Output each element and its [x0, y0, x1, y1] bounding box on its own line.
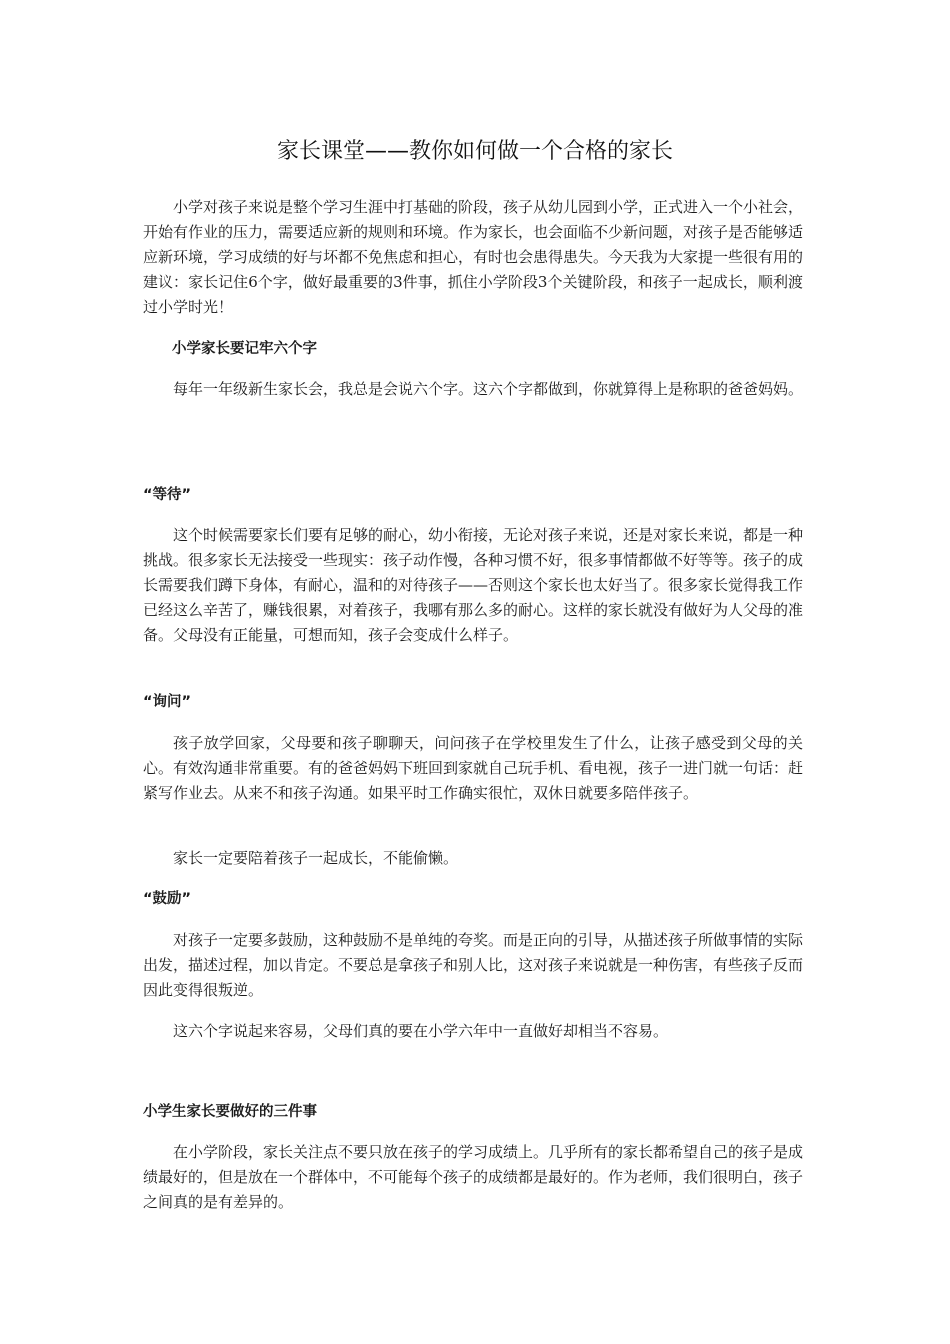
- three-things-paragraph: 在小学阶段，家长关注点不要只放在孩子的学习成绩上。几乎所有的家长都希望自己的孩子是成绩最好的，但是放在一个群体中，不可能每个孩子的成绩都是最好的。作为老师，我们很明白，孩子之间真的是有差异的。: [143, 1143, 804, 1211]
- ask-heading-block: [143, 690, 803, 715]
- encourage-paragraph: 对孩子一定要多鼓励，这种鼓励不是单纯的夸奖。而是正向的引导，从描述孩子所做事情的实际出发，描述过程，加以肯定。不要总是拿孩子和别人比，这对孩子来说就是一种伤害，有些孩子反而因此变得很叛逆。: [143, 931, 804, 999]
- six-words-intro-paragraph: 每年一年级新生家长会，我总是会说六个字。这六个字都做到，你就算得上是称职的爸爸妈妈。: [173, 380, 804, 398]
- wait-paragraph: 这个时候需要家长们要有足够的耐心，幼小衔接，无论对孩子来说，还是对家长来说，都是一种挑战。很多家长无法接受一些现实：孩子动作慢，各种习惯不好，很多事情都做不好等等。孩子的成长需要我们蹲下身体，有耐心，温和的对待孩子——否则这个家长也太好当了。很多家长觉得我工作已经这么辛苦了，赚钱很累，对着孩子，我哪有那么多的耐心。这样的家长就没有做好为人父母的准备。父母没有正能量，可想而知，孩子会变成什么样子。: [143, 526, 804, 644]
- six-words-intro-block: [143, 377, 803, 402]
- ask-note-block: [143, 846, 803, 871]
- page-title: 家长课堂——教你如何做一个合格的家长: [276, 139, 673, 164]
- three-things-body-block: [143, 1140, 803, 1215]
- ask-body-block: [143, 731, 803, 806]
- section-six-words: [143, 337, 803, 362]
- wait-heading: “等待”: [143, 487, 192, 503]
- intro-block: [143, 195, 803, 320]
- ask-heading: “询问”: [143, 694, 192, 710]
- ask-note-paragraph: 家长一定要陪着孩子一起成长，不能偷懒。: [173, 849, 459, 867]
- encourage-closing-block: [143, 1019, 803, 1044]
- section-heading-three-things: 小学生家长要做好的三件事: [143, 1104, 317, 1120]
- intro-paragraph: 小学对孩子来说是整个学习生涯中打基础的阶段，孩子从幼儿园到小学，正式进入一个小社会，开始有作业的压力，需要适应新的规则和环境。作为家长，也会面临不少新问题，对孩子是否能够适应新环境，学习成绩的好与坏都不免焦虑和担心，有时也会患得患失。今天我为大家提一些很有用的建议：家长记住6个字，做好最重要的3件事，抓住小学阶段3个关键阶段，和孩子一起成长，顺利渡过小学时光！: [143, 198, 804, 316]
- wait-heading-block: [143, 483, 803, 508]
- wait-body-block: [143, 523, 803, 648]
- ask-paragraph: 孩子放学回家，父母要和孩子聊聊天，问问孩子在学校里发生了什么，让孩子感受到父母的关心。有效沟通非常重要。有的爸爸妈妈下班回到家就自己玩手机、看电视，孩子一进门就一句话：赶紧写作业去。从来不和孩子沟通。如果平时工作确实很忙，双休日就要多陪伴孩子。: [143, 734, 804, 802]
- three-things-heading-block: [143, 1100, 803, 1125]
- section-heading-six-words: 小学家长要记牢六个字: [172, 341, 317, 357]
- encourage-heading-block: [143, 887, 803, 912]
- encourage-closing-paragraph: 这六个字说起来容易，父母们真的要在小学六年中一直做好却相当不容易。: [173, 1022, 669, 1040]
- encourage-body-block: [143, 928, 803, 1003]
- encourage-heading: “鼓励”: [143, 891, 192, 907]
